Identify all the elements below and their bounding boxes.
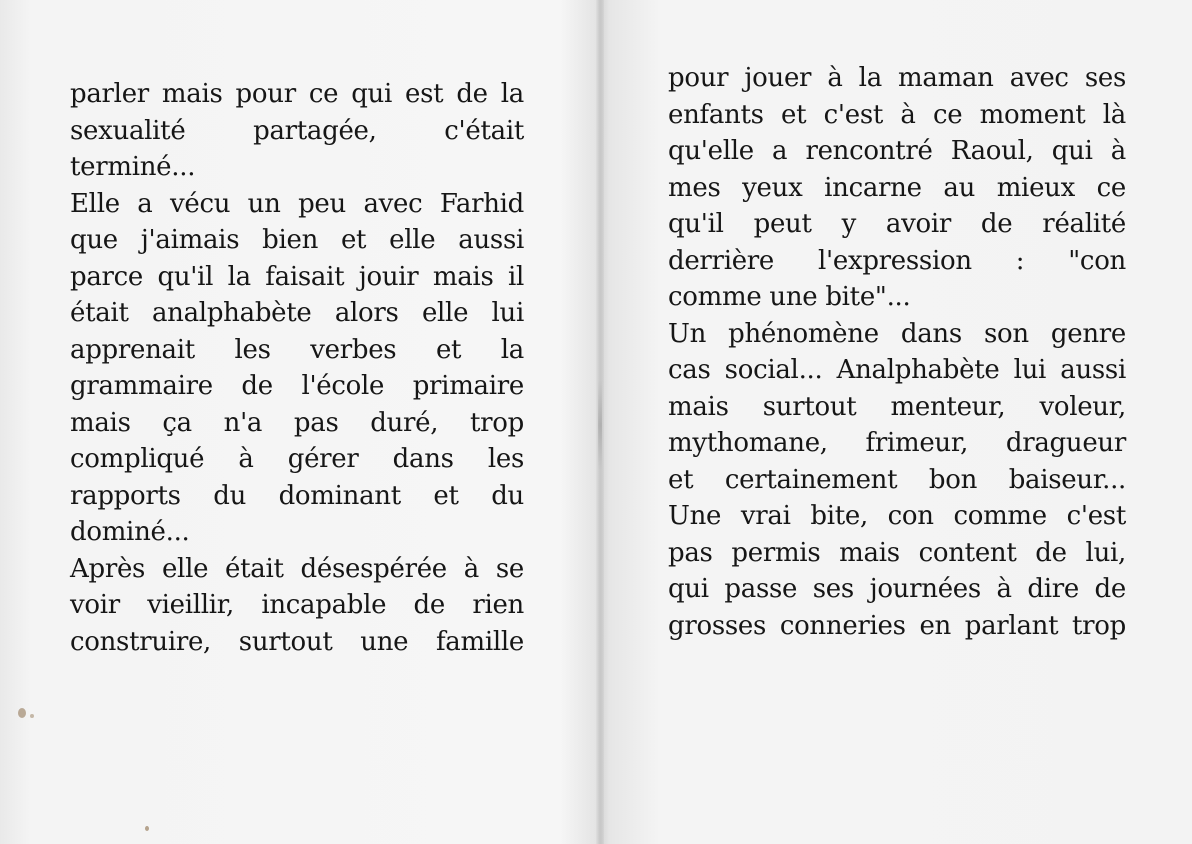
text-line: compliqué à gérer dans les <box>70 444 524 474</box>
text-line: enfants et c'est à ce moment là <box>668 99 1126 130</box>
text-line: grosses conneries en parlant trop <box>668 610 1126 641</box>
text-line: Un phénomène dans son genre <box>668 318 1126 349</box>
text-line: Une vrai bite, con comme c'est <box>668 501 1126 531</box>
right-page-text <box>668 60 1126 644</box>
text-line: que j'aimais bien et elle aussi <box>70 225 524 255</box>
text-line: était analphabète alors elle lui <box>70 298 524 328</box>
text-line: derrière l'expression : "con <box>668 245 1126 276</box>
text-line: parler mais pour ce qui est de la <box>70 79 524 109</box>
left-page-text <box>70 76 524 660</box>
text-line: cas social... Analphabète lui aussi <box>668 355 1126 385</box>
text-line: comme une bite"... <box>668 282 911 312</box>
text-line: terminé... <box>70 152 196 182</box>
gutter-fold-shadow <box>598 380 602 470</box>
text-line: et certainement bon baiseur... <box>668 464 1126 495</box>
text-line: apprenait les verbes et la <box>70 334 524 365</box>
text-line: mais surtout menteur, voleur, <box>668 391 1126 422</box>
text-line: qui passe ses journées à dire de <box>668 574 1126 604</box>
text-line: mythomane, frimeur, dragueur <box>668 428 1126 458</box>
paper-speck <box>30 714 34 718</box>
text-line: qu'elle a rencontré Raoul, qui à <box>668 136 1126 166</box>
text-line: Elle a vécu un peu avec Farhid <box>70 188 524 219</box>
text-line: Après elle était désespérée à se <box>70 553 524 584</box>
text-line: grammaire de l'école primaire <box>70 371 524 401</box>
text-line: dominé... <box>70 517 190 547</box>
text-line: voir vieillir, incapable de rien <box>70 590 524 620</box>
paper-speck <box>145 826 149 831</box>
text-line: mes yeux incarne au mieux ce <box>668 172 1126 203</box>
text-line: mais ça n'a pas duré, trop <box>70 407 524 438</box>
paper-speck <box>18 708 26 718</box>
text-line: construire, surtout une famille <box>70 626 524 657</box>
text-line: rapports du dominant et du <box>70 480 524 511</box>
text-line: pour jouer à la maman avec ses <box>668 63 1126 93</box>
text-line: qu'il peut y avoir de réalité <box>668 209 1126 239</box>
text-line: parce qu'il la faisait jouir mais il <box>70 261 524 292</box>
text-line: pas permis mais content de lui, <box>668 537 1126 568</box>
text-line: sexualité partagée, c'était <box>70 115 524 146</box>
